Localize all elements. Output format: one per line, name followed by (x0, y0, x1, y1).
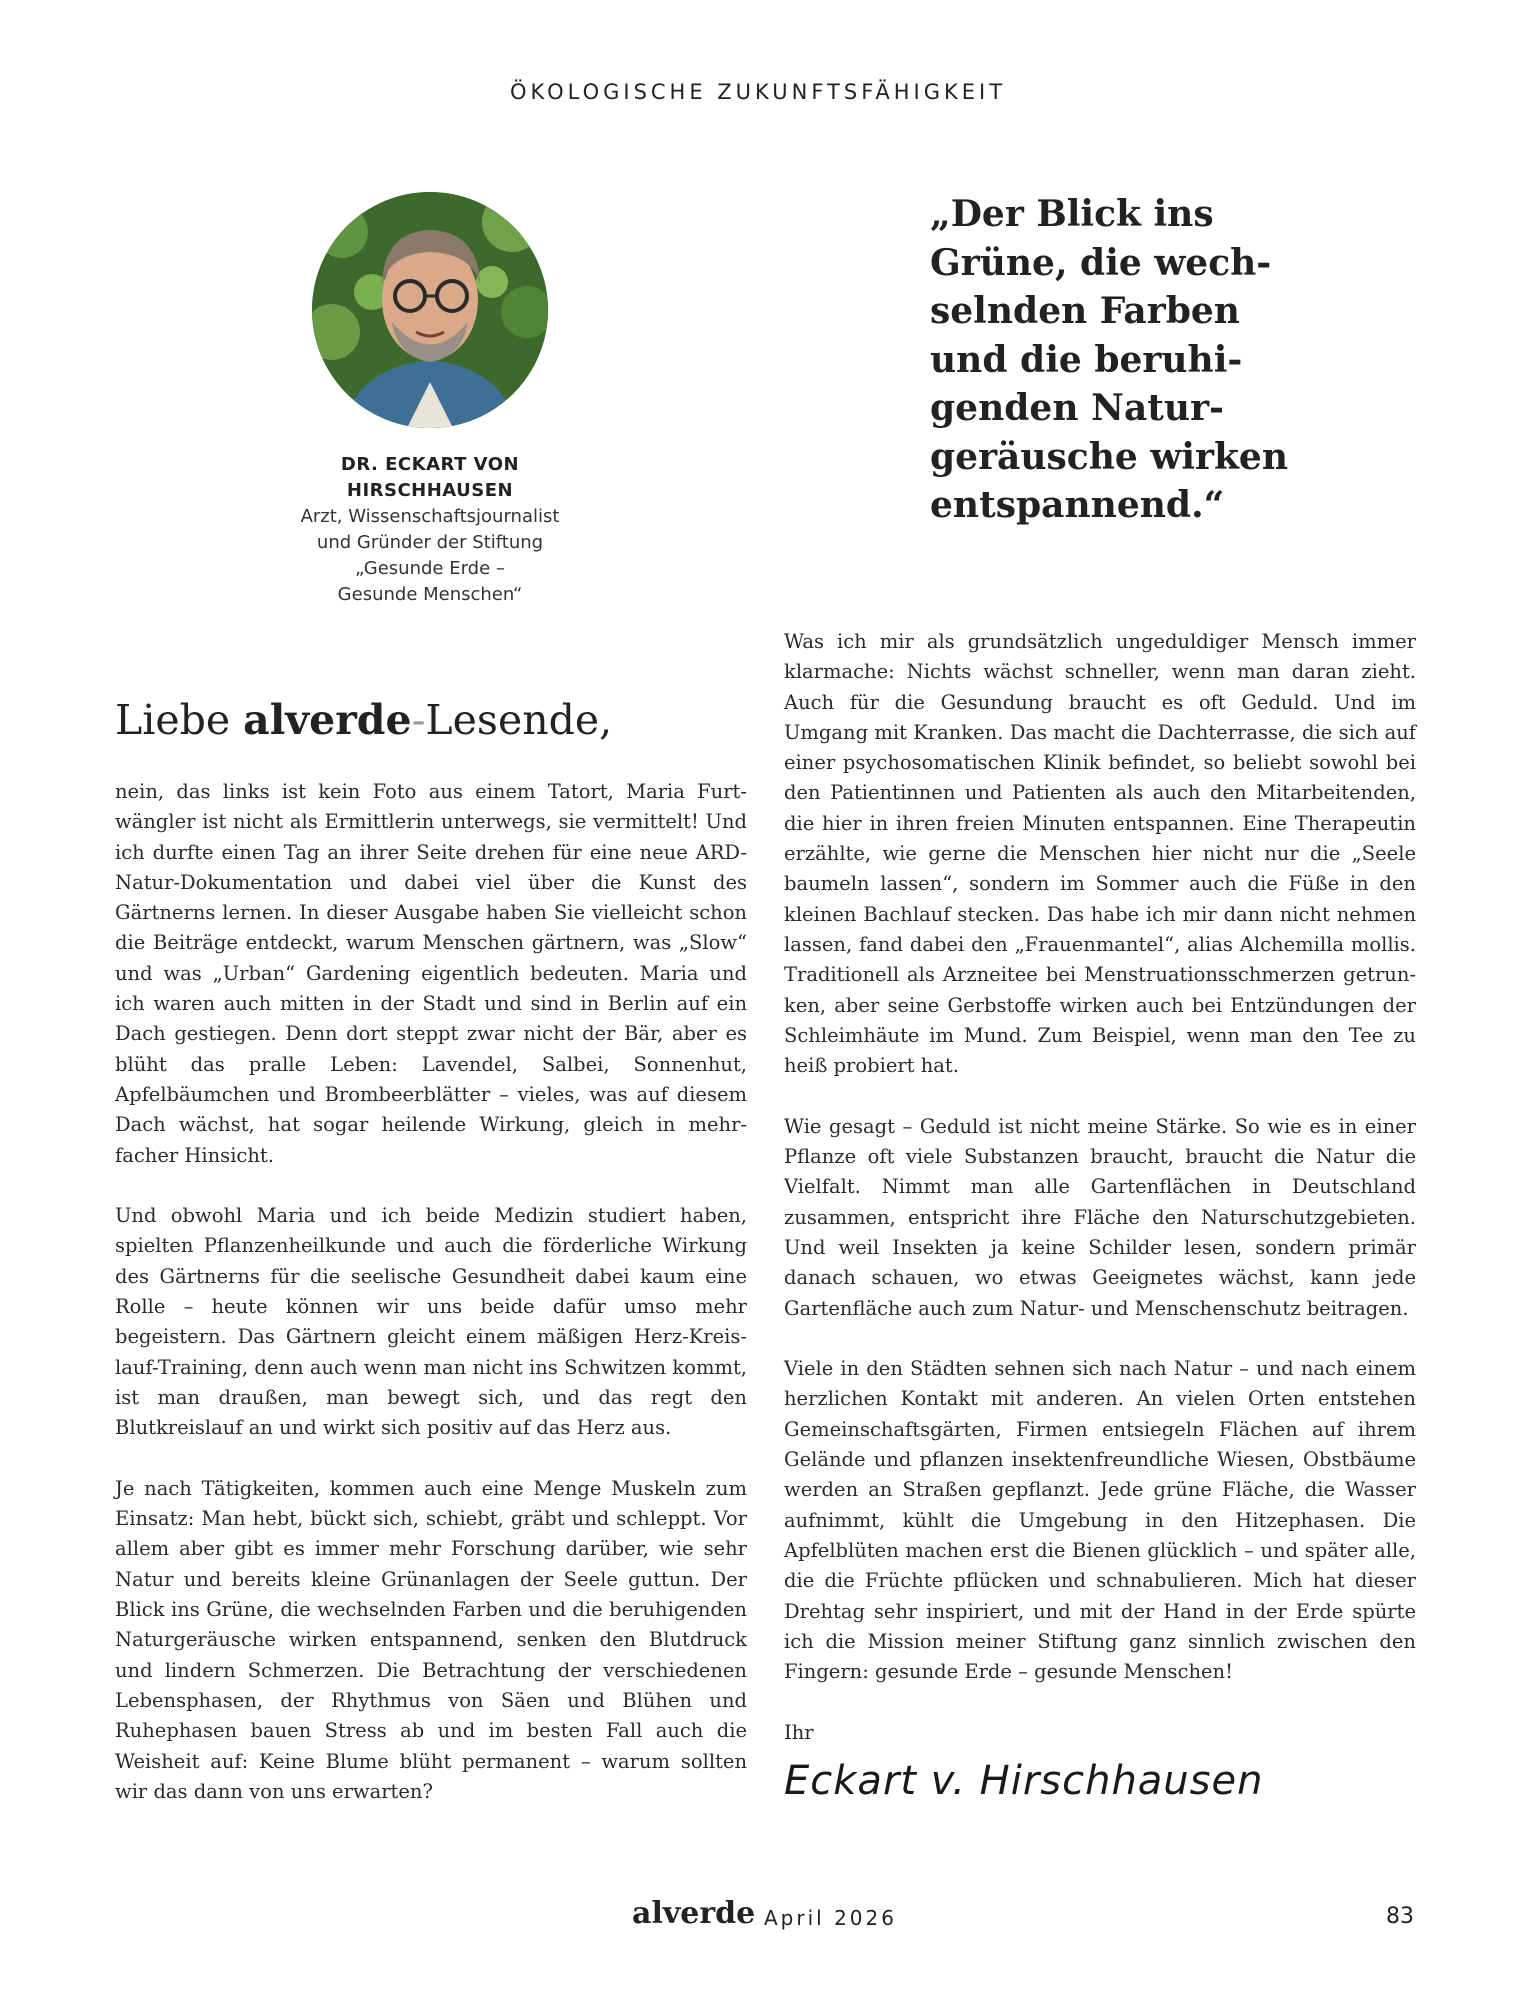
body-column-right (784, 627, 1416, 1804)
author-role-line: und Gründer der Stiftung (316, 532, 544, 553)
author-role-line: Arzt, Wissenschaftsjournalist (300, 506, 560, 527)
greeting-brand: alverde (243, 696, 412, 744)
greeting-dash: - (411, 696, 426, 744)
pull-quote-line: Grüne, die wech- (930, 241, 1272, 284)
pull-quote (930, 190, 1370, 530)
letter-closing: Ihr (784, 1720, 814, 1744)
author-caption (262, 452, 598, 608)
greeting-suffix: Lesende, (425, 696, 613, 744)
author-role-line: „Gesunde Erde – (355, 558, 505, 579)
footer-brand-logo: alverde (632, 1896, 756, 1931)
pull-quote-line: und die beruhi- (930, 338, 1243, 381)
footer-issue-date: April 2026 (764, 1906, 897, 1930)
body-paragraph: Viele in den Städten sehnen sich nach Natur – und nach einem herzlichen Kontakt mit anderen. An vielen Orten entstehen Gemeinschaftsgärten, Firmen entsiegeln Flächen auf ihrem Gelände und pflanzen insektenfreundliche Wiesen, Obstbäume werden an Straßen gepflanzt. Jede grüne Fläche, die Wasser aufnimmt, kühlt die Umgebung in den Hitzephasen. Die Apfelblüten machen erst die Bienen glücklich – und später alle, die die Früchte pflücken und schnabulieren. Mich hat dieser Drehtag sehr inspiriert, und mit der Hand in der Erde spürte ich die Mission meiner Stiftung ganz sinnlich zwischen den Fingern: gesunde Erde – gesunde Menschen! (784, 1357, 1416, 1684)
body-paragraph: nein, das links ist kein Foto aus einem Tatort, Maria Furtwängler ist nicht als Ermittlerin unterwegs, sie vermittelt! Und ich durfte einen Tag an ihrer Seite drehen für eine neue ARD-Natur-Dokumentation und dabei viel über die Kunst des Gärtnerns lernen. In dieser Ausgabe haben Sie vielleicht schon die Beiträge entdeckt, warum Menschen gärtnern, was „Slow“ und was „Urban“ Gardening eigentlich bedeuten. Maria und ich waren auch mitten in der Stadt und sind in Berlin auf ein Dach gestiegen. Denn dort steppt zwar nicht der Bär, aber es blüht das pralle Leben: Lavendel, Salbei, Sonnenhut, Apfelbäumchen und Brombeerblätter – vieles, was auf diesem Dach wächst, hat sogar heilende Wirkung, gleich in mehrfacher Hinsicht. (115, 780, 747, 1167)
pull-quote-line: genden Natur- (930, 387, 1224, 429)
greeting-prefix: Liebe (115, 696, 244, 744)
body-paragraph: Je nach Tätigkeiten, kommen auch eine Menge Muskeln zum Einsatz: Man hebt, bückt sich, schiebt, gräbt und schleppt. Vor allem aber gibt es immer mehr Forschung darüber, wie sehr Natur und bereits kleine Grünanlagen der Seele guttun. Der Blick ins Grüne, die wechselnden Farben und die beruhigenden Naturgeräusche wirken entspannend, senken den Blutdruck und lindern Schmerzen. Die Betrachtung der verschiedenen Lebensphasen, der Rhythmus von Säen und Blühen und Ruhephasen bauen Stress ab und im besten Fall auch die Weisheit auf: Keine Blume blüht permanent – warum sollten wir das dann von uns erwarten? (115, 1476, 747, 1803)
author-name-line2: HIRSCHHAUSEN (346, 480, 514, 501)
author-name-line1: DR. ECKART VON (340, 454, 520, 475)
pull-quote-line: entspannend.“ (930, 484, 1225, 526)
signature: Eckart v. Hirschhausen (784, 1757, 1264, 1804)
body-paragraph: Was ich mir als grundsätzlich ungeduldiger Mensch immer klarmache: Nichts wächst schneller, wenn man daran zieht. Auch für die Gesundung braucht es oft Geduld. Und im Umgang mit Kranken. Das macht die Dachterrasse, die sich auf einer psychosomatischen Klinik befindet, so beliebt sowohl bei den Patientinnen und Patienten als auch den Mitarbeitenden, die hier in ihren freien Minuten entspannen. Eine Therapeutin erzählte, wie gerne die Menschen hier nicht nur die „Seele baumeln lassen“, sondern im Sommer auch die Füße in den kleinen Bachlauf stecken. Das habe ich mir dann nicht nehmen lassen, fand dabei den „Frauenmantel“, alias Alchemilla mollis. Traditionell als Arzneitee bei Menstruationsschmerzen getrunken, aber seine Gerbstoffe wirken auch bei Entzündungen der Schleimhäute im Mund. Zum Beispiel, wenn man den Tee zu heiß probiert hat. (784, 630, 1416, 1078)
body-paragraph: Und obwohl Maria und ich beide Medizin studiert haben, spielten Pflanzenheilkunde und auch die förderliche Wirkung des Gärtnerns für die seelische Gesundheit dabei kaum eine Rolle – heute können wir uns beide dafür umso mehr begeistern. Das Gärtnern gleicht einem mäßigen Herz-Kreislauf-Training, denn auch wenn man nicht ins Schwitzen kommt, ist man draußen, man bewegt sich, und das regt den Blutkreislauf an und wirkt sich positiv auf das Herz aus. (115, 1204, 747, 1440)
section-kicker: ÖKOLOGISCHE ZUKUNFTSFÄHIGKEIT (509, 80, 1007, 104)
pull-quote-line: selnden Farben (930, 290, 1240, 332)
letter-greeting (115, 696, 755, 744)
body-column-left (115, 777, 747, 1837)
author-role-line: Gesunde Menschen“ (337, 584, 523, 605)
pull-quote-line: „Der Blick ins (930, 193, 1214, 235)
pull-quote-line: geräusche wirken (930, 435, 1288, 478)
body-paragraph: Wie gesagt – Geduld ist nicht meine Stärke. So wie es in einer Pflanze oft viele Substanzen braucht, braucht die Natur die Vielfalt. Nimmt man alle Gartenflächen in Deutschland zusammen, entspricht ihre Fläche den Naturschutzgebieten. Und weil Insekten ja keine Schilder lesen, sondern primär danach schauen, wo etwas Geeignetes wächst, kann jede Gartenfläche auch zum Natur- und Menschenschutz beitragen. (784, 1114, 1416, 1320)
portrait-image (312, 192, 548, 428)
page-number: 83 (1386, 1904, 1414, 1929)
author-portrait (312, 192, 548, 428)
